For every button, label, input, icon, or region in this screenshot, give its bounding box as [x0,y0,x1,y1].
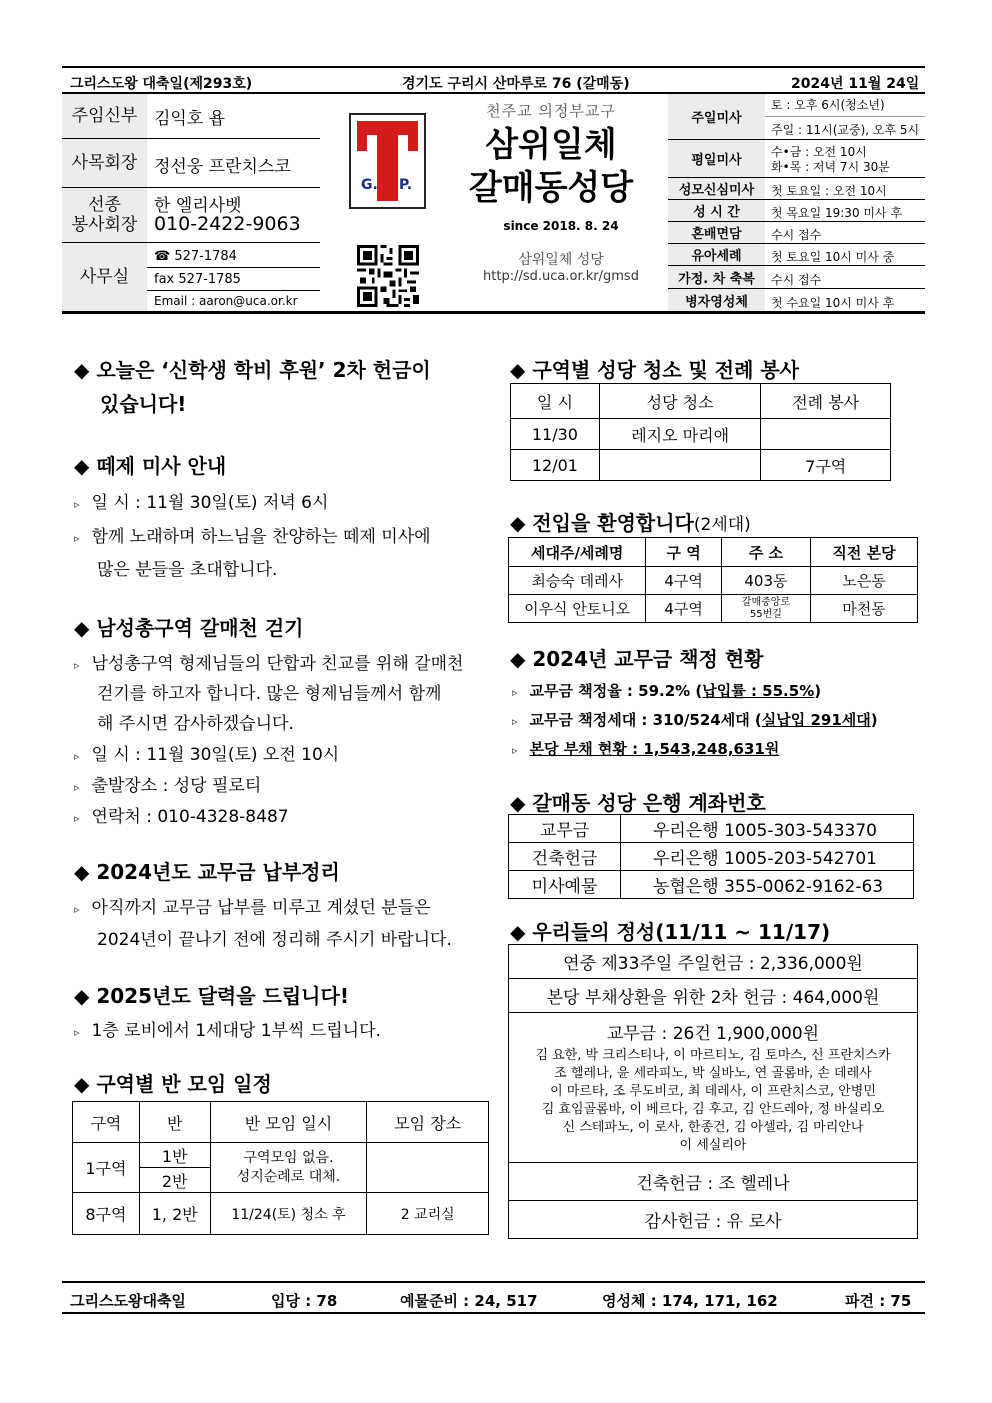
section-title-special-collection: ◆ 오늘은 ‘신학생 학비 후원’ 2차 헌금이 [74,358,431,382]
parish-title [432,100,670,284]
council-value: 정선웅 프란치스코 [154,157,291,177]
mass-label: 유아세례 [668,244,765,265]
cell: 건축헌금 : 조 헬레나 [509,1163,918,1201]
mass-line: 주일 : 11시(교중), 오후 5시 [771,123,920,137]
zone-cell: 1구역 [73,1143,140,1193]
bullet-item: ▹ 출발장소 : 성당 필로티 [74,776,262,796]
section-title-offerings: ◆ 우리들의 정성(11/11 ~ 11/17) [510,920,831,944]
name-line: 신 스테파노, 이 로사, 한종건, 김 아셀라, 김 마리안나 [562,1119,864,1135]
col-header: 일 시 [511,384,600,419]
mass-label: 성 시 간 [668,200,765,221]
cell: 감사헌금 : 유 로사 [509,1201,918,1239]
section-title-dues-status: ◆ 2024년 교무금 책정 현황 [510,647,764,671]
bottom-bar [62,1281,925,1314]
office-phone: ☎ 527-1784 [154,249,237,264]
since-label: since 2018. 8. 24 [503,219,619,233]
cell: 4구역 [646,567,722,595]
council-label: 사목회장 [62,139,147,187]
web-url[interactable]: http://sd.uca.or.kr/gmsd [483,269,639,284]
bank-table [508,814,914,899]
offering-label: 예물준비 : 24, 517 [400,1292,538,1310]
mass-label: 혼배면담 [668,222,765,243]
bullet-item: ▹ 교무금 책정세대 : 310/524세대 (실납입 291세대) [512,711,878,729]
bullet-item: ▹ 1층 로비에서 1세대당 1부씩 드립니다. [74,1021,381,1041]
office-label: 사무실 [62,243,147,312]
name-line: 조 헬레나, 윤 세라피노, 박 실바노, 연 골롬바, 손 데레사 [554,1065,872,1081]
section-title-dues: ◆ 2024년도 교무금 납부정리 [74,860,340,884]
cell: 농협은행 355-0062-9162-63 [621,871,914,899]
col-header: 모임 장소 [367,1102,489,1143]
service-name: 한 엘리사벳 [154,196,242,216]
col-header: 주 소 [721,538,810,567]
office-fax: fax 527-1785 [154,272,241,287]
mass-line: 수•금 : 오전 10시 [771,145,867,159]
name-line: 이 세실리아 [679,1137,747,1153]
pastor-value: 김익호 욥 [154,109,226,129]
ban-cell: 2반 [139,1168,210,1193]
bullet-cont: 걷기를 하고자 합니다. 많은 형제님들께서 함께 [97,684,442,704]
cell: 건축헌금 [509,843,621,871]
bullet-item: ▹ 아직까지 교무금 납부를 미루고 계셨던 분들은 [74,898,431,918]
cell: 7구역 [761,450,891,481]
cell: 11/30 [511,419,600,450]
mass-label: 병자영성체 [668,289,765,312]
staff-table [62,94,320,312]
cell: 레지오 마리애 [599,419,761,450]
section-title-calendar: ◆ 2025년도 달력을 드립니다! [74,984,349,1008]
mass-line: 화•목 : 저녁 7시 30분 [771,160,890,174]
diocese-label: 천주교 의정부교구 [486,102,616,120]
mass-line: 첫 목요일 19:30 미사 후 [771,206,902,220]
issue-label: 그리스도왕 대축일(제293호) [70,76,253,92]
col-header: 성당 청소 [599,384,761,419]
section-title-taize: ◆ 떼제 미사 안내 [74,454,227,478]
section-title-welcome: ◆ 전입을 환영합니다(2세대) [510,511,751,535]
cleaning-table [510,383,891,481]
cell [761,419,891,450]
mass-label: 가정. 차 축복 [668,266,765,288]
bullet-cont: 해 주시면 감사하겠습니다. [97,714,294,734]
pastor-label: 주임신부 [62,94,147,138]
mass-line: 첫 수요일 10시 미사 후 [771,296,895,310]
welcome-table [508,537,918,623]
name-line: 김 요한, 박 크리스티나, 이 마르티노, 김 토마스, 신 프란치스카 [535,1047,891,1063]
dues-cell: 교무금 : 26건 1,900,000원 김 요한, 박 크리스티나, 이 마르티노, 김 토마스, 신 프란치스카 조 헬레나, 윤 세라피노, 박 실바노, 연 골롬바, 손 데레사 이 마르타, 조 루도비코, 최 데레사, 이 프란치스코, 안병민 김 효임골롬바, 이 베르다, 김 후고, 김 안드레아, 정 바실리오 신 스테파노, 이 로사, 한종건, 김 아셀라, 김 마리안나 이 세실리아 [509,1013,918,1163]
mass-line: 첫 토요일 : 오전 10시 [771,184,887,198]
attendance-label: 입당 : 78 [271,1292,338,1310]
parish-logo [349,113,426,209]
col-header: 세대주/세례명 [509,538,646,567]
ban-cell: 1반 [139,1143,210,1168]
bullet-cont: 2024년이 끝나기 전에 정리해 주시기 바랍니다. [97,930,452,950]
section-title-meetings: ◆ 구역별 반 모임 일정 [74,1072,272,1096]
col-header: 구역 [73,1102,140,1143]
mass-line: 토 : 오후 6시(청소년) [771,98,885,112]
bullet-item: ▹ 일 시 : 11월 30일(토) 저녁 6시 [74,493,329,513]
cell: 교무금 [509,815,621,843]
cell: 이우식 안토니오 [509,595,646,623]
col-header: 반 모임 일시 [210,1102,367,1143]
cell: 12/01 [511,450,600,481]
name-line: 김 효임골롬바, 이 베르다, 김 후고, 김 안드레아, 정 바실리오 [541,1101,885,1117]
bullet-cont: 많은 분들을 초대합니다. [97,560,278,580]
section-title-bank: ◆ 갈매동 성당 은행 계좌번호 [510,791,766,815]
feast-label: 그리스도왕대축일 [70,1292,186,1310]
parish-name-line2: 갈매동성당 [468,168,634,208]
address-label: 경기도 구리시 산마루로 76 (갈매동) [402,76,630,92]
dispatch-label: 파견 : 75 [845,1292,912,1310]
mass-label: 주일미사 [668,94,765,139]
offerings-table [508,944,918,1239]
date-cell: 구역모임 없음. 성지순례로 대체. [210,1143,367,1193]
service-label: 선종 봉사회장 [62,188,147,242]
col-header: 반 [139,1102,210,1143]
cell: 본당 부채상환을 위한 2차 헌금 : 464,000원 [509,979,918,1013]
bullet-item: ▹ 연락처 : 010-4328-8487 [74,807,289,827]
section-title-walk: ◆ 남성총구역 갈매천 걷기 [74,616,304,640]
bullet-item: ▹ 함께 노래하며 하느님을 찬양하는 떼제 미사에 [74,527,431,547]
bullet-item: ▹ 남성총구역 형제님들의 단합과 친교를 위해 갈매천 [74,654,464,674]
bullet-item: ▹ 교무금 책정율 : 59.2% (납입률 : 55.5%) [512,682,822,700]
name-line: 이 마르타, 조 루도비코, 최 데레사, 이 프란치스코, 안병민 [550,1083,876,1099]
ban-cell: 1, 2반 [139,1193,210,1235]
bullet-item: ▹ 본당 부채 현황 : 1,543,248,631원 [512,740,780,758]
logo-letter-g: G. [361,177,378,193]
mass-line: 수시 접수 [771,228,822,242]
section-title-cont: 있습니다! [100,392,187,416]
cell: 우리은행 1005-203-542701 [621,843,914,871]
top-bar [62,66,925,94]
place-cell [367,1143,489,1193]
meeting-table [72,1101,489,1235]
cell: 갈매중앙로 55번길 [721,595,810,623]
mass-line: 수시 접수 [771,273,822,287]
col-header: 직전 본당 [811,538,918,567]
cell: 마천동 [811,595,918,623]
date-label: 2024년 11월 24일 [791,76,920,92]
cell: 연중 제33주일 주일헌금 : 2,336,000원 [509,945,918,979]
date-cell: 11/24(토) 청소 후 [210,1193,367,1235]
cell: 노은동 [811,567,918,595]
mass-line: 첫 토요일 10시 미사 중 [771,250,895,264]
service-phone: 010-2422-9063 [154,213,301,235]
mass-label: 성모신심미사 [668,178,765,199]
col-header: 구 역 [646,538,722,567]
web-title: 삼위일체 성당 [518,252,604,268]
logo-letter-p: P. [399,177,413,193]
bullet-item: ▹ 일 시 : 11월 30일(토) 오전 10시 [74,745,340,765]
cell: 미사예물 [509,871,621,899]
qr-code-icon [357,245,419,307]
zone-cell: 8구역 [73,1193,140,1235]
cell: 4구역 [646,595,722,623]
mass-schedule-table [668,94,925,312]
parish-name-line1: 삼위일체 [485,125,617,165]
cell [599,450,761,481]
cell: 403동 [721,567,810,595]
cell: 우리은행 1005-303-543370 [621,815,914,843]
place-cell: 2 교리실 [367,1193,489,1235]
cell: 최승숙 데레사 [509,567,646,595]
communion-label: 영성체 : 174, 171, 162 [602,1292,778,1310]
section-title-cleaning: ◆ 구역별 성당 청소 및 전례 봉사 [510,358,799,382]
mass-label: 평일미사 [668,140,765,177]
office-email: Email : aaron@uca.or.kr [154,294,298,308]
col-header: 전례 봉사 [761,384,891,419]
